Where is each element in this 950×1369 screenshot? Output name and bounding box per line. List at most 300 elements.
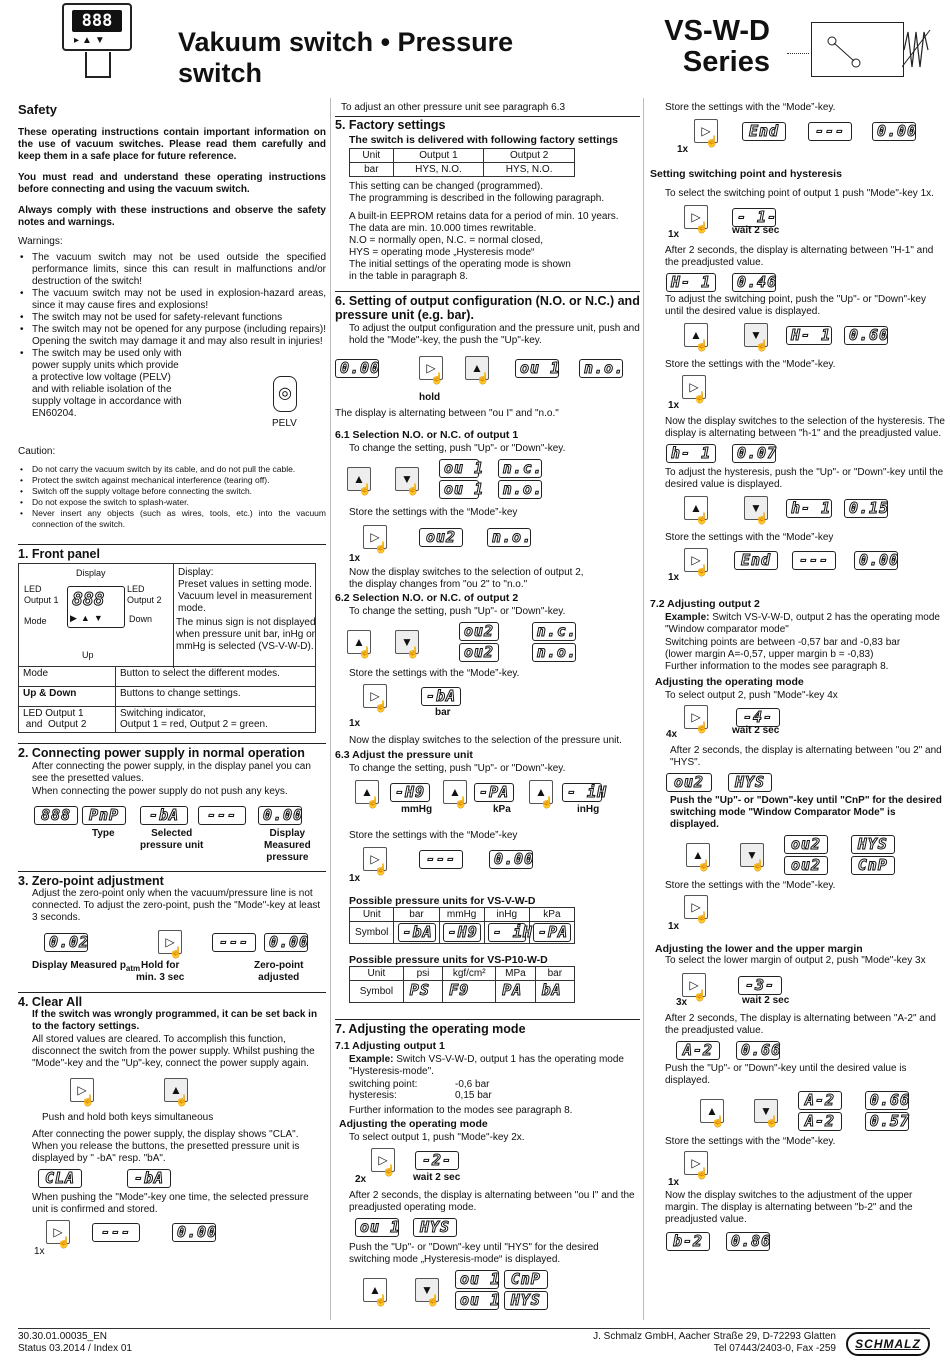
up-key-icon: ▲ ☝: [363, 1278, 387, 1302]
adj-out1-title: 7.1 Adjusting output 1: [335, 1040, 445, 1052]
adj-mode-sub: Adjusting the operating mode: [655, 676, 804, 688]
press-count: 2x: [355, 1174, 367, 1185]
hy-row: hysteresis: 0,15 bar: [349, 1090, 492, 1101]
press-count: 1x: [349, 553, 361, 564]
caption-unit: Selected pressure unit: [140, 828, 204, 851]
lcd-display: -bA: [140, 806, 188, 825]
sel1-row: [371, 1148, 640, 1177]
table-cell: Mode: [19, 667, 116, 687]
lcd-display: A-2: [676, 1041, 720, 1060]
safety-title: Safety: [18, 102, 58, 117]
clear-lcd-row: [38, 1169, 326, 1188]
mode-key-icon: ▷ ☝: [70, 1078, 94, 1102]
clear-all-p1: If the switch was wrongly programmed, it can be set back in to the factory settings.: [32, 1009, 318, 1032]
adj-out2-example: Example: Switch VS-V-W-D, output 2 has the operating mode "Window comparator mode": [665, 612, 940, 635]
lcd-display: ---: [92, 1223, 140, 1242]
panel-display: 888: [72, 589, 105, 610]
store-row: [363, 847, 640, 876]
up-key-icon: ▲ ☝: [700, 1099, 724, 1123]
sel1-captions: [335, 1172, 640, 1184]
now-hys: Now the display switches to the selection of the hysteresis. The display is alternating between "h-1" and the preadjusted value.: [665, 416, 945, 439]
unit-caption: kPa: [493, 804, 511, 815]
a2b-row: [700, 1091, 945, 1131]
lcd-display: CnP: [851, 856, 895, 875]
units-table-1: [349, 907, 575, 944]
up-key-icon: ▲ ☝: [684, 496, 708, 520]
table-cell: Up & Down: [19, 687, 116, 707]
lcd-display: H- 1: [666, 273, 716, 292]
device-keys: ▸▲▼: [74, 35, 108, 46]
mode-key-icon: ▷ ☝: [684, 548, 708, 572]
lcd-display: h- 1: [666, 444, 716, 463]
lcd-display: - 1-: [732, 208, 776, 227]
now-b2: Now the display switches to the adjustment of the upper margin. The display is alternating between "b-2" and the preadjusted value.: [665, 1190, 913, 1225]
table-cell: kPa: [529, 908, 574, 922]
lcd-display: ou2: [459, 622, 499, 641]
bar-label: bar: [435, 707, 451, 718]
label-down: Down: [129, 614, 153, 624]
caution-item: • Do not carry the vacuum switch by its cable, and do not pull the cable.: [18, 464, 326, 475]
table-cell: Symbol: [350, 922, 394, 944]
lcd-display: n.c.: [498, 459, 542, 478]
lcd-display: HYS: [504, 1291, 548, 1310]
caption-display: Display Measured pressure: [264, 828, 311, 863]
cnp-row: [363, 1270, 640, 1310]
unit-caption: inHg: [577, 804, 600, 815]
units-table-2: [349, 966, 575, 1003]
up-key-icon: ▲ ☝: [355, 780, 379, 804]
end-row: [694, 119, 945, 148]
table-cell: F9: [443, 981, 496, 1003]
up-key-icon: ▲ ☝: [347, 467, 371, 491]
front-panel-table: [18, 666, 316, 733]
footer-left: 30.30.01.00035_EN Status 03.2014 / Index 01: [18, 1331, 132, 1354]
units-table-title: Possible pressure units for VS-V-W-D: [349, 895, 536, 907]
column-2: [335, 98, 640, 1310]
hh2-row: [684, 496, 945, 525]
hold-label: hold: [419, 392, 441, 403]
factory-sub: The switch is delivered with following factory settings: [349, 134, 618, 146]
lcd-display: 0.07: [732, 444, 776, 463]
sel-out1-mode: To select output 1, push "Mode"-key 2x.: [349, 1132, 525, 1143]
lcd-display: -4-: [736, 708, 780, 727]
lcd-stack: [439, 459, 542, 499]
lcd-display: -2-: [415, 1151, 459, 1170]
factory-table: [349, 148, 575, 177]
lcd-display: 888: [34, 806, 78, 825]
lcd-display: -H9: [390, 783, 430, 802]
lcd-display: End: [734, 551, 778, 570]
adj-sp: To adjust the switching point, push the "Up"- or "Down"-key until the desired value is displayed.: [665, 294, 926, 317]
minus-description: The minus sign is not displayed when pressure unit bar, inHg or mmHg is selected (VS-V-W-D).: [176, 617, 316, 652]
lcd-display: 0.00: [258, 806, 302, 825]
adj-unit-row: [355, 780, 640, 809]
lcd-display: 0.00: [264, 933, 308, 952]
down-key-icon: ▼ ☝: [744, 496, 768, 520]
adj-out2-p: Switching points are between -0,57 bar and -0,83 bar (lower margin A=-0,57, upper margin b = -0,83) Further information to the modes see paragraph 8.: [665, 637, 901, 672]
safety-read: You must read and understand these operating instructions before connecting and using the vacuum switch.: [18, 172, 326, 195]
table-cell: Output 2: [484, 149, 575, 163]
operating-mode-title: 7. Adjusting the operating mode: [335, 1022, 526, 1036]
lcd-display: 0.66: [736, 1041, 780, 1060]
caution-item: • Protect the switch against mechanical interference (tearing off).: [18, 475, 326, 486]
lcd-display: 0.00: [854, 551, 898, 570]
table-cell: LED Output 1 and Output 2: [19, 707, 116, 733]
lcd-display: ---: [419, 850, 463, 869]
table-cell: Unit: [350, 149, 394, 163]
page-title: Vakuum switch • Pressure switch: [178, 27, 514, 88]
mode-key-icon: ▷ ☝: [371, 1148, 395, 1172]
panel-frame: [67, 586, 125, 628]
lcd-display: 0.66: [865, 1091, 909, 1110]
table-cell: bar: [394, 908, 439, 922]
sel-out2-row: [347, 622, 640, 662]
table-cell: HYS, N.O.: [484, 163, 575, 177]
table-cell: Unit: [350, 967, 404, 981]
press-count: 1x: [668, 400, 680, 411]
footer-rule: [18, 1328, 930, 1329]
sp-row: switching point: -0,6 bar: [349, 1079, 490, 1090]
lcd-display: ou2: [419, 528, 463, 547]
up-key-icon: ▲ ☝: [443, 780, 467, 804]
up-key-icon: ▲ ☝: [164, 1078, 188, 1102]
cnp-row: [686, 835, 945, 875]
lcd-display: 0.00: [489, 850, 533, 869]
device-image: [62, 3, 132, 51]
switching-point-title: Setting switching point and hysteresis: [650, 168, 842, 180]
sel-low-captions: [650, 997, 945, 1009]
after2-text: After 2 seconds, the display is alternating between "ou I" and the preadjusted operating mode.: [349, 1190, 635, 1213]
label-mode: Mode: [24, 616, 47, 626]
label-display: Display: [76, 568, 106, 578]
column-separator: [643, 98, 644, 1320]
wait-label: wait 2 sec: [413, 1172, 461, 1183]
table-cell: Buttons to change settings.: [116, 687, 316, 707]
table-cell: Switching indicator, Output 1 = red, Output 2 = green.: [116, 707, 316, 733]
power-captions: [18, 825, 326, 863]
push-a2: Push the "Up"- or "Down"-key until the desired value is displayed.: [665, 1063, 907, 1086]
lcd-display: 0.00: [172, 1223, 216, 1242]
output-config-title: 6. Setting of output configuration (N.O. or N.C.) and pressure unit (e.g. bar).: [335, 294, 640, 322]
lcd-display: CLA: [38, 1169, 82, 1188]
warning-item: • The switch may not be used for safety-relevant functions: [18, 312, 326, 324]
push-cnp: Push the "Up"- or "Down"-key until "CnP" for the desired switching mode "Window Comparator Mode" is displayed.: [670, 795, 942, 830]
lcd-stack: [459, 622, 576, 662]
press-count: 1x: [668, 1177, 680, 1188]
caution-item: • Switch off the supply voltage before connecting the switch.: [18, 486, 326, 497]
unit-captions: [335, 804, 640, 818]
down-key-icon: ▼ ☝: [740, 843, 764, 867]
lcd-display: n.c.: [532, 622, 576, 641]
device-connector: [85, 52, 111, 78]
dotted-line: [787, 53, 809, 54]
up-key-icon: ▲ ☝: [465, 356, 489, 380]
unit-caption: mmHg: [401, 804, 433, 815]
sel-out1-p: To change the setting, push "Up"- or "Down"-key.: [349, 443, 566, 454]
clear-all-p2: All stored values are cleared. To accomplish this function, disconnect the switch from the power supply. Whilst pushing the "Mode"-key and the "Up"-key, connect the power supply again.: [32, 1034, 315, 1069]
switch-symbol-icon: [811, 22, 904, 77]
hh-row: [666, 444, 945, 463]
lcd-display: ---: [792, 551, 836, 570]
ou2-row: [666, 773, 945, 792]
adj-unit-title: 6.3 Adjust the pressure unit: [335, 749, 473, 761]
power-supply-title: 2. Connecting power supply in normal operation: [18, 746, 305, 760]
lcd-display: ou 1: [455, 1270, 499, 1289]
clear-all-p4: When pushing the "Mode"-key one time, the selected pressure unit is confirmed and stored.: [32, 1192, 309, 1215]
sel2-captions: [650, 725, 945, 741]
down-key-icon: ▼ ☝: [415, 1278, 439, 1302]
safety-comply: Always comply with these instructions and observe the safety notes and warnings.: [18, 205, 326, 228]
warning-item: • The switch may not be opened for any purpose (including repairs)! Opening the switch may damage it and may also result in injuries!: [18, 324, 326, 348]
store-mode: Store the settings with the “Mode”-key: [349, 507, 518, 518]
store-mode: Store the settings with the “Mode”-key.: [665, 359, 836, 370]
up-key-icon: ▲ ☝: [686, 843, 710, 867]
lcd-display: ---: [808, 122, 852, 141]
clear-keys-row: [70, 1078, 326, 1107]
lcd-stack: [798, 1091, 909, 1131]
lcd-stack: [784, 835, 895, 875]
factory-p2: A built-in EEPROM retains data for a period of min. 10 years. The data are min. 10.000 times rewritable. N.O = normally open, N.C. = normal closed, HYS = operating mode „Hysteresis mode“ The initial settings of the operating mode is shown in the table in paragraph 8.: [349, 211, 619, 282]
store-key: [684, 1151, 945, 1180]
mode-key-icon: ▷ ☝: [158, 930, 182, 954]
up-key-icon: ▲ ☝: [684, 323, 708, 347]
store-mode: Store the settings with the “Mode”-key.: [665, 880, 836, 891]
mode-key-icon: ▷ ☝: [684, 1151, 708, 1175]
sel-out2-mode: To select output 2, push "Mode"-key 4x: [665, 690, 838, 701]
sel-out1-title: 6.1 Selection N.O. or N.C. of output 1: [335, 429, 519, 441]
lcd-display: n.o.: [487, 528, 531, 547]
store-mode: Store the settings with the “Mode”-key: [349, 830, 518, 841]
column-3: [650, 98, 945, 1251]
adj-mode-sub: Adjusting the operating mode: [339, 1118, 488, 1130]
series-title: VS-W-D Series: [664, 15, 770, 78]
caution-item: • Never insert any objects (such as wires, tools, etc.) into the vacuum connection of the switch.: [18, 508, 326, 530]
mode-key-icon: ▷ ☝: [363, 684, 387, 708]
mode-key-icon: ▷ ☝: [684, 705, 708, 729]
adj-out1-example: Example: Switch VS-V-W-D, output 1 has the operating mode "Hysteresis-mode".: [349, 1054, 624, 1077]
store-row: [363, 525, 640, 554]
down-key-icon: ▼ ☝: [395, 630, 419, 654]
lcd-display: n.o.: [579, 359, 623, 378]
clear-all-title: 4. Clear All: [18, 995, 83, 1009]
adj-out2-title: 7.2 Adjusting output 2: [650, 598, 760, 610]
label-led2: LED Output 2: [127, 584, 162, 605]
store-mode: Store the settings with the “Mode”-key.: [665, 102, 836, 113]
caution-list: [18, 464, 326, 530]
table-cell: Symbol: [350, 981, 404, 1003]
lcd-display: -3-: [738, 976, 782, 995]
output-config-alt: The display is alternating between "ou I" and "n.o.": [335, 408, 559, 419]
front-panel-diagram: [18, 563, 316, 667]
table-cell: -H9: [439, 922, 484, 944]
caption-hold: Hold for min. 3 sec: [136, 960, 185, 983]
safety-intro: These operating instructions contain important information on the use of vacuum switches. Please read them carefully and keep them in a safe place for future reference.: [18, 127, 326, 162]
schmalz-logo: SCHMALZ: [846, 1332, 930, 1356]
caption-zero: Zero-point adjusted: [254, 960, 304, 983]
table-cell: kgf/cm²: [443, 967, 496, 981]
lcd-display: HYS: [728, 773, 772, 792]
factory-title: 5. Factory settings: [335, 118, 446, 132]
label-up: Up: [82, 650, 94, 660]
lcd-display: ou2: [459, 643, 499, 662]
lcd-display: 0.86: [726, 1232, 770, 1251]
sel-out2-now: Now the display switches to the selection of the pressure unit.: [349, 735, 622, 746]
factory-p1: This setting can be changed (programmed). The programming is described in the following paragraph.: [349, 181, 605, 204]
table-cell: mmHg: [439, 908, 484, 922]
table-cell: PA: [496, 981, 535, 1003]
lcd-display: HYS: [851, 835, 895, 854]
panel-keys: ▶▲▼: [70, 613, 107, 623]
lcd-display: ou 1: [355, 1218, 399, 1237]
zero-point-title: 3. Zero-point adjustment: [18, 874, 164, 888]
lcd-display: CnP: [504, 1270, 548, 1289]
sel-low: To select the lower margin of output 2, push "Mode"-key 3x: [665, 955, 926, 966]
caution-label: Caution:: [18, 446, 56, 457]
pelv-label: PELV: [272, 418, 297, 429]
lcd-display: ---: [212, 933, 256, 952]
hys-row: [355, 1218, 640, 1237]
press-count: 1x: [34, 1246, 45, 1257]
warnings-label: Warnings:: [18, 236, 63, 247]
mode-key-icon: ▷ ☝: [419, 356, 443, 380]
mode-key-icon: ▷ ☝: [363, 847, 387, 871]
lcd-display: 0.15: [844, 499, 888, 518]
lcd-display: 0.00: [335, 359, 379, 378]
store-mode: Store the settings with the “Mode”-key: [665, 532, 834, 543]
clear-store-row: [46, 1220, 326, 1249]
sp-captions: [650, 225, 945, 241]
power-display-row: [34, 806, 326, 825]
a2-row: [676, 1041, 945, 1060]
caption-measured: Display Measured $p_{atm}$: [32, 960, 141, 973]
column-1: [18, 98, 326, 1259]
lcd-display: ---: [198, 806, 246, 825]
sel-out1-row: [347, 459, 640, 499]
lcd-stack: [455, 1270, 548, 1310]
warning-item: • The switch may be used only with power supply units which provide a protective low voltage (PELV) and with reliable isolation of the supply voltage in accordance with EN60204.: [18, 348, 326, 420]
store-key: [682, 375, 945, 404]
lcd-display: ou 1: [455, 1291, 499, 1310]
adj-out1-more: Further information to the modes see paragraph 8.: [349, 1105, 573, 1116]
press-count: 1x: [349, 873, 361, 884]
caption-type: Type: [92, 828, 115, 839]
device-display: 888: [72, 10, 122, 32]
lcd-display: ou2: [784, 835, 828, 854]
table-cell: Button to select the different modes.: [116, 667, 316, 687]
after-a2: After 2 seconds, The display is alternating between "A-2" and the preadjusted value.: [665, 1013, 936, 1036]
mode-key-icon: ▷ ☝: [682, 973, 706, 997]
footer-address: J. Schmalz GmbH, Aacher Straße 29, D-72293 Glatten Tel 07443/2403-0, Fax -259: [593, 1331, 836, 1354]
lcd-display: ou2: [666, 773, 712, 792]
lcd-display: n.o.: [532, 643, 576, 662]
wait-label: wait 2 sec: [732, 225, 780, 236]
press-count: 4x: [666, 729, 678, 740]
press-count: 3x: [676, 997, 688, 1008]
table-cell: inHg: [484, 908, 529, 922]
press-count: 1x: [668, 921, 680, 932]
units-table-title: Possible pressure units for VS-P10-W-D: [349, 954, 548, 966]
lcd-display: HYS: [413, 1218, 457, 1237]
mode-key-icon: ▷ ☝: [682, 375, 706, 399]
column-separator: [330, 98, 331, 1320]
table-cell: Unit: [350, 908, 394, 922]
press-count: 1x: [677, 144, 689, 155]
warning-item: • The vacuum switch may not be used outside the specified performance limits, since this can result in malfunctions and/or destruction of the switch!: [18, 252, 326, 288]
lcd-display: A-2: [798, 1091, 842, 1110]
power-p2: When connecting the power supply do not push any keys.: [32, 786, 288, 797]
store-mode: Store the settings with the “Mode”-key.: [665, 1136, 836, 1147]
sel-sp: To select the switching point of output 1 push "Mode"-key 1x.: [665, 188, 934, 199]
display-description: Display: Preset values in setting mode. Vacuum level in measurement mode.: [178, 567, 312, 614]
label-led1: LED Output 1: [24, 584, 59, 605]
down-key-icon: ▼ ☝: [744, 323, 768, 347]
caution-item: • Do not expose the switch to splash-water.: [18, 497, 326, 508]
zero-captions: [18, 954, 326, 984]
h1-row: [666, 273, 945, 292]
output-config-row: [335, 356, 640, 385]
store-mode: Store the settings with the “Mode”-key.: [349, 668, 520, 679]
clear-all-p3: After connecting the power supply, the display shows "CLA". When you release the buttons, the presetted pressure unit is displayed by " -bA" resp. "bA".: [32, 1129, 300, 1164]
table-cell: bA: [535, 981, 574, 1003]
mode-key-icon: ▷ ☝: [46, 1220, 70, 1244]
lcd-display: ou 1: [439, 459, 479, 478]
warning-item: • The vacuum switch may not be used in explosion-hazard areas, since it may cause fires and explosions!: [18, 288, 326, 312]
b2-row: [666, 1232, 945, 1251]
mode-key-icon: ▷ ☝: [363, 525, 387, 549]
lcd-display: ou 1: [439, 480, 479, 499]
sel-out2-title: 6.2 Selection N.O. or N.C. of output 2: [335, 592, 519, 604]
lcd-display: End: [742, 122, 786, 141]
table-cell: -PA: [529, 922, 574, 944]
lcd-display: 0.00: [872, 122, 916, 141]
lcd-display: -PA: [474, 783, 514, 802]
pressure-sensor-icon: [902, 22, 932, 77]
mode-key-icon: ▷ ☝: [684, 205, 708, 229]
power-p1: After connecting the power supply, in the display panel you can see the presetted values.: [32, 761, 311, 784]
table-cell: psi: [403, 967, 442, 981]
lcd-display: -bA: [421, 687, 461, 706]
table-cell: -bA: [394, 922, 439, 944]
sel-out1-now: Now the display switches to the selection of output 2, the display changes from "ou 2" to "n.o.": [349, 567, 584, 590]
end2-row: [684, 548, 945, 577]
zero-point-p1: Adjust the zero-point only when the vacuum/pressure line is not connected. To adjust the zero-point, push the "Mode"-key at least 3 seconds.: [32, 888, 321, 923]
table-cell: HYS, N.O.: [393, 163, 484, 177]
lcd-display: PnP: [82, 806, 126, 825]
lcd-display: 0.46: [732, 273, 776, 292]
lcd-display: -bA: [127, 1169, 171, 1188]
table-cell: MPa: [496, 967, 535, 981]
output-config-p1: To adjust the output configuration and the pressure unit, push and hold the "Mode"-key, the push the "Up"-key.: [349, 323, 640, 346]
mode-key-icon: ▷ ☝: [694, 119, 718, 143]
wait-label: wait 2 sec: [742, 995, 790, 1006]
mode-key-icon: ▷ ☝: [684, 895, 708, 919]
adj-unit-p: To change the setting, push "Up"- or "Down"-key.: [349, 763, 566, 774]
up-key-icon: ▲ ☝: [347, 630, 371, 654]
lcd-display: n.o.: [498, 480, 542, 499]
lcd-display: - iH: [562, 783, 602, 802]
table-cell: bar: [535, 967, 574, 981]
table-cell: PS: [403, 981, 442, 1003]
up-key-icon: ▲ ☝: [529, 780, 553, 804]
lcd-display: 0.60: [844, 326, 888, 345]
lcd-display: 0.57: [865, 1112, 909, 1131]
table-cell: - iH: [484, 922, 529, 944]
after-ou2: After 2 seconds, the display is alternating between "ou 2" and "HYS".: [670, 745, 942, 768]
down-key-icon: ▼ ☝: [754, 1099, 778, 1123]
lcd-display: h- 1: [786, 499, 832, 518]
margin-title: Adjusting the lower and the upper margin: [655, 943, 863, 955]
front-panel-title: 1. Front panel: [18, 547, 100, 561]
